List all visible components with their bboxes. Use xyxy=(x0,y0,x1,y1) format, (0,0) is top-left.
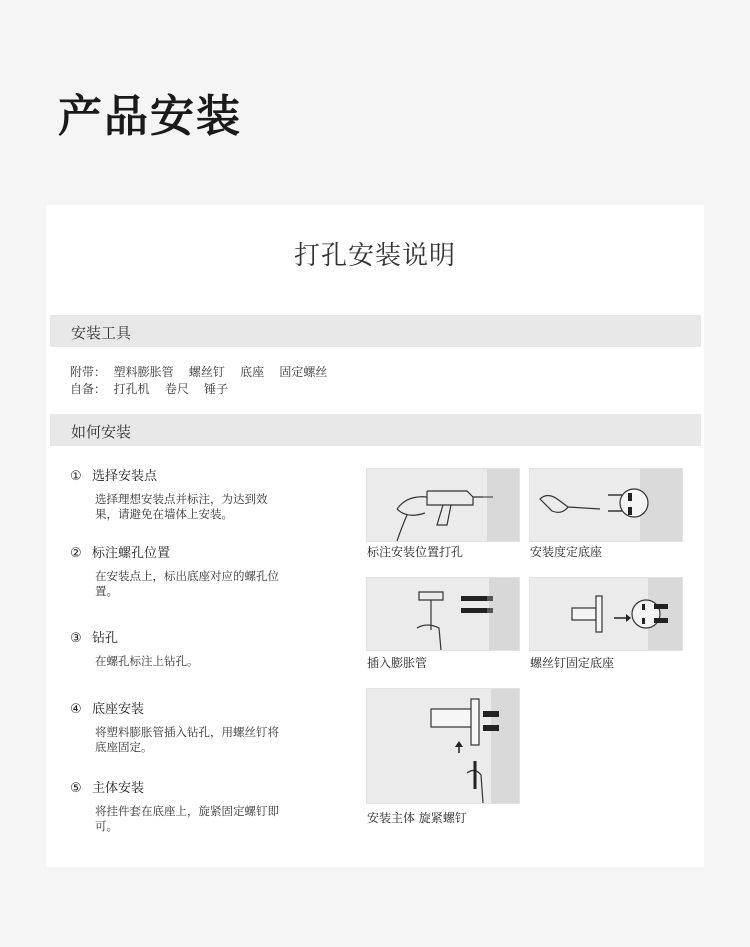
howto-section-header xyxy=(50,414,701,446)
step-1 xyxy=(70,465,370,522)
step-title: 底座安装 xyxy=(92,702,145,717)
step-title: 钻孔 xyxy=(92,631,119,646)
step-description: 将挂件套在底座上，旋紧固定螺钉即可。 xyxy=(95,804,279,833)
tools-section-header xyxy=(50,315,701,347)
step-title: 选择安装点 xyxy=(92,469,158,484)
caption-drill: 标注安装位置打孔 xyxy=(367,545,464,559)
self-items: 打孔机 卷尺 锤子 xyxy=(113,382,229,396)
included-label: 附带： xyxy=(70,365,107,379)
step-description: 将塑料膨胀管插入钻孔，用螺丝钉将底座固定。 xyxy=(95,725,279,754)
step-number: ⑤ xyxy=(70,781,82,796)
base-fix-illustration xyxy=(529,577,683,651)
step-description: 在螺孔标注上钻孔。 xyxy=(95,654,199,668)
step-number: ④ xyxy=(70,702,82,717)
step-2 xyxy=(70,542,370,599)
card-title: 打孔安装说明 xyxy=(293,241,456,271)
step-number: ② xyxy=(70,546,82,561)
included-tools-line xyxy=(70,363,327,380)
step-title: 主体安装 xyxy=(92,781,145,796)
caption-body-mount: 安装主体 旋紧螺钉 xyxy=(367,811,467,825)
step-number: ③ xyxy=(70,631,82,646)
hammer-illustration xyxy=(366,577,520,651)
self-label: 自备： xyxy=(70,382,107,396)
caption-base-fix: 螺丝钉固定底座 xyxy=(530,656,615,670)
included-items: 塑料膨胀管 螺丝钉 底座 固定螺丝 xyxy=(113,365,328,379)
install-instructions-card xyxy=(46,205,704,867)
tools-heading: 安装工具 xyxy=(71,324,132,342)
caption-hammer: 插入膨胀管 xyxy=(367,656,428,670)
screwdriver-base-illustration xyxy=(529,468,683,542)
caption-screwdriver-base: 安装度定底座 xyxy=(530,545,603,559)
step-number: ① xyxy=(70,469,82,484)
step-description: 选择理想安装点并标注，为达到效果，请避免在墙体上安装。 xyxy=(95,492,268,521)
self-tools-line xyxy=(70,380,228,397)
drill-illustration xyxy=(366,468,520,542)
body-mount-illustration xyxy=(366,688,520,804)
page-title: 产品安装 xyxy=(58,91,242,142)
howto-heading: 如何安装 xyxy=(71,423,132,441)
step-title: 标注螺孔位置 xyxy=(92,546,171,561)
step-5 xyxy=(70,777,370,834)
step-3 xyxy=(70,627,370,669)
step-4 xyxy=(70,698,370,755)
step-description: 在安装点上，标出底座对应的螺孔位置。 xyxy=(95,569,279,598)
